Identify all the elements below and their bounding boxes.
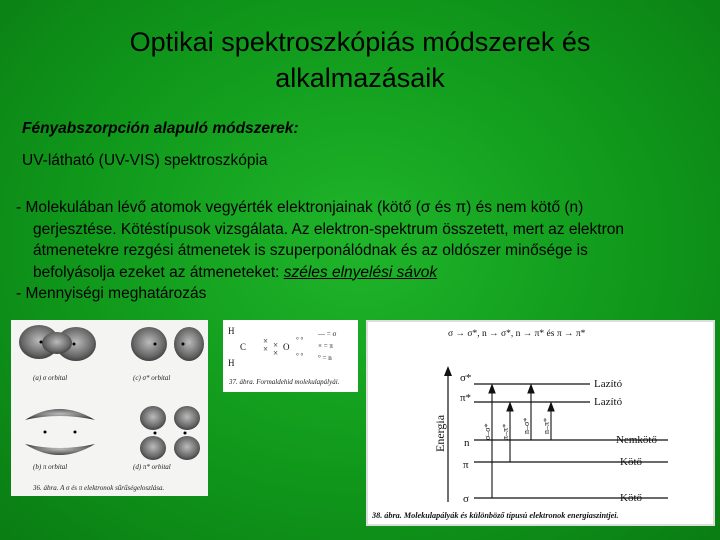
sigma-orbital-shape: [19, 325, 96, 361]
section-subtitle: Fényabszorpción alapuló módszerek:: [22, 120, 299, 137]
bullet-1-line-4: [16, 262, 720, 284]
svg-text:×: ×: [263, 336, 269, 346]
transition-n-sigma-star: n–σ*: [522, 417, 531, 434]
formaldehyde-structure: [228, 326, 336, 368]
page-title: [60, 24, 660, 96]
figure-36-caption: 36. ábra. A σ és π elektronok sűrűségeloszlása.: [33, 484, 165, 492]
pi-star-orbital-shape: [140, 406, 200, 460]
broad-bands-emphasis: széles elnyelési sávok: [283, 263, 438, 281]
svg-text:— = σ: — = σ: [318, 330, 337, 338]
level-n: n: [464, 437, 470, 449]
pi-orbital-shape: [25, 409, 95, 455]
uv-vis-heading: UV-látható (UV-VIS) spektroszkópia: [22, 152, 268, 169]
energy-level-figure: [366, 320, 715, 526]
level-sigma-star: σ*: [460, 372, 472, 384]
svg-text:° °: ° °: [296, 336, 304, 344]
orbital-density-figure: [11, 320, 208, 496]
transitions-header: σ → σ*, n → σ*, n → π* és π → π*: [448, 329, 586, 339]
figure-37-caption: 37. ábra. Formaldehid molekulapályái.: [229, 378, 340, 386]
formaldehyde-figure: [223, 320, 358, 392]
label-lazito-1: Lazító: [594, 378, 623, 390]
label-sigma-star-orbital: (c) σ* orbital: [133, 374, 171, 382]
energy-axis-label: Energia: [433, 414, 447, 452]
label-pi-star-orbital: (d) π* orbital: [133, 463, 171, 471]
svg-text:× = π: × = π: [318, 342, 333, 350]
svg-text:° °: ° °: [296, 352, 304, 360]
level-pi: π: [463, 459, 469, 471]
label-koto-2: Kötő: [620, 492, 642, 504]
bullet-list: [16, 197, 720, 305]
svg-text:×: ×: [263, 344, 269, 354]
level-pi-star: π*: [460, 392, 472, 404]
svg-text:H: H: [228, 326, 235, 336]
sigma-star-orbital-shape: [131, 327, 204, 361]
label-lazito-2: Lazító: [594, 396, 623, 408]
bullet-2: - Mennyiségi meghatározás: [16, 285, 207, 302]
label-nemkoto: Nemkötő: [616, 434, 657, 446]
svg-text:° = n: ° = n: [318, 354, 332, 362]
title-line-1: Optikai spektroszkópiás módszerek és: [129, 27, 591, 57]
svg-text:O: O: [283, 342, 290, 352]
svg-text:C: C: [240, 342, 247, 352]
label-sigma-orbital: (a) σ orbital: [33, 374, 68, 382]
figure-38-caption: 38. ábra. Molekulapályák és különböző típusú elektronok energiaszintjei.: [372, 511, 619, 520]
svg-text:×: ×: [273, 340, 279, 350]
label-koto-1: Kötő: [620, 456, 642, 468]
svg-text:H: H: [228, 358, 235, 368]
bullet-1-line-1: - Molekulában lévő atomok vegyérték elektronjainak (kötő (σ és π) és nem kötő (n): [16, 199, 584, 216]
title-line-2: alkalmazásaik: [275, 63, 445, 93]
bullet-1-line-3: átmenetekre rezgési átmenetek is szuperponálódnak és az oldószer minősége is: [33, 242, 588, 259]
bullet-1-line-2: gerjesztése. Kötéstípusok vizsgálata. Az elektron-spektrum összetett, mert az elektron: [33, 220, 624, 238]
level-sigma: σ: [463, 493, 469, 505]
bullet-1-line-4-text: befolyásolja ezeket az átmeneteket:: [33, 263, 284, 281]
transition-n-pi-star: n–π*: [542, 417, 551, 434]
transition-sigma-sigma-star: σ–σ*: [483, 423, 492, 440]
label-pi-orbital: (b) π orbital: [33, 463, 68, 471]
svg-text:×: ×: [273, 348, 279, 358]
transition-pi-pi-star: π–π*: [501, 423, 510, 440]
